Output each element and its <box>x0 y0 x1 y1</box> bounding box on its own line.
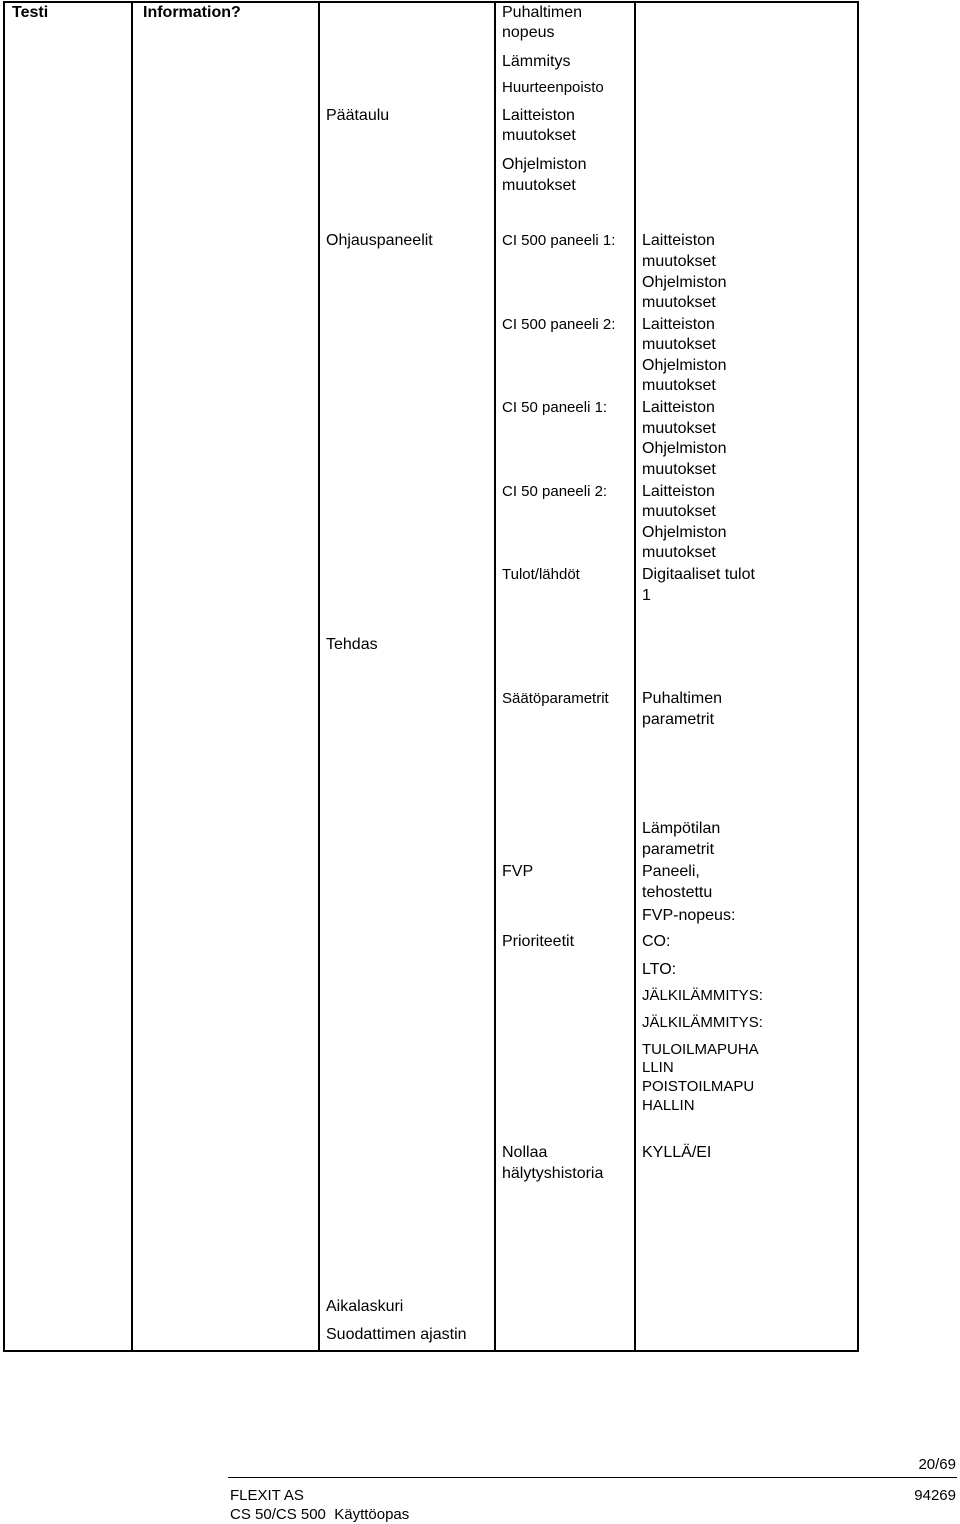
section-paataulu: Päätaulu <box>326 107 390 124</box>
tuloilmapuhallin-2: LLIN <box>642 1059 674 1076</box>
lampotilan-parametrit: parametrit <box>642 841 715 858</box>
jalkilammitys-1: JÄLKILÄMMITYS: <box>642 987 763 1004</box>
paataulu-item: Puhaltimen <box>502 4 583 21</box>
puhaltimen-parametrit: parametrit <box>642 711 715 728</box>
nollaa-label: Nollaa <box>502 1144 548 1161</box>
panel-line: muutokset <box>642 377 716 394</box>
tehostettu-label: tehostettu <box>642 884 713 901</box>
paataulu-item: Laitteiston <box>502 107 575 124</box>
footer-doc-number: 94269 <box>914 1487 956 1504</box>
paataulu-item: Huurteenpoisto <box>502 79 604 96</box>
page-number: 20/69 <box>918 1456 956 1473</box>
lto-label: LTO: <box>642 961 677 978</box>
panel-line: Laitteiston <box>642 316 715 333</box>
panel-line: Ohjelmiston <box>642 440 727 457</box>
panel-ci50-2: CI 50 paneeli 2: <box>502 483 608 500</box>
tulot-lahdot: Tulot/lähdöt <box>502 566 580 583</box>
panel-line: Laitteiston <box>642 232 715 249</box>
lampotilan-label: Lämpötilan <box>642 820 721 837</box>
panel-line: Laitteiston <box>642 399 715 416</box>
paataulu-item: Ohjelmiston <box>502 156 587 173</box>
prioriteetit-label: Prioriteetit <box>502 933 575 950</box>
panel-line: muutokset <box>642 336 716 353</box>
panel-line: Ohjelmiston <box>642 524 727 541</box>
digitaaliset-tulot-number: 1 <box>642 587 651 604</box>
co-label: CO: <box>642 933 671 950</box>
section-aikalaskuri: Aikalaskuri <box>326 1298 404 1315</box>
panel-line: muutokset <box>642 461 716 478</box>
panel-line: Ohjelmiston <box>642 357 727 374</box>
halytyshistoria-label: hälytyshistoria <box>502 1165 604 1182</box>
tuloilmapuhallin-1: TULOILMAPUHA <box>642 1041 759 1058</box>
footer-manual-title: CS 50/CS 500 Käyttöopas <box>230 1506 410 1523</box>
fvp-label: FVP <box>502 863 534 880</box>
digitaaliset-tulot: Digitaaliset tulot <box>642 566 755 583</box>
column-divider-3 <box>494 1 496 1352</box>
section-ohjauspaneelit: Ohjauspaneelit <box>326 232 433 249</box>
saatoparametrit: Säätöparametrit <box>502 690 609 707</box>
panel-line: Ohjelmiston <box>642 274 727 291</box>
section-suodattimen-ajastin: Suodattimen ajastin <box>326 1326 467 1343</box>
fvp-nopeus-label: FVP-nopeus: <box>642 907 736 924</box>
panel-line: muutokset <box>642 294 716 311</box>
column-divider-2 <box>318 1 320 1352</box>
poistoilmapuhallin-2: HALLIN <box>642 1097 695 1114</box>
header-information: Information? <box>143 4 241 21</box>
kylla-ei-label: KYLLÄ/EI <box>642 1144 712 1161</box>
column-divider-4 <box>634 1 636 1352</box>
paataulu-item: Lämmitys <box>502 53 571 70</box>
panel-line: muutokset <box>642 420 716 437</box>
footer-company: FLEXIT AS <box>230 1487 304 1504</box>
puhaltimen-label: Puhaltimen <box>642 690 723 707</box>
panel-ci500-2: CI 500 paneeli 2: <box>502 316 616 333</box>
column-divider-1 <box>131 1 133 1352</box>
panel-ci50-1: CI 50 paneeli 1: <box>502 399 608 416</box>
panel-line: muutokset <box>642 503 716 520</box>
paataulu-item: nopeus <box>502 24 555 41</box>
panel-ci500-1: CI 500 paneeli 1: <box>502 232 616 249</box>
paneeli-label: Paneeli, <box>642 863 700 880</box>
paataulu-item: muutokset <box>502 127 576 144</box>
poistoilmapuhallin-1: POISTOILMAPU <box>642 1078 755 1095</box>
jalkilammitys-2: JÄLKILÄMMITYS: <box>642 1014 763 1031</box>
footer-divider <box>228 1477 957 1478</box>
panel-line: muutokset <box>642 253 716 270</box>
panel-line: muutokset <box>642 544 716 561</box>
header-testi: Testi <box>12 4 49 21</box>
paataulu-item: muutokset <box>502 177 576 194</box>
panel-line: Laitteiston <box>642 483 715 500</box>
section-tehdas: Tehdas <box>326 636 378 653</box>
